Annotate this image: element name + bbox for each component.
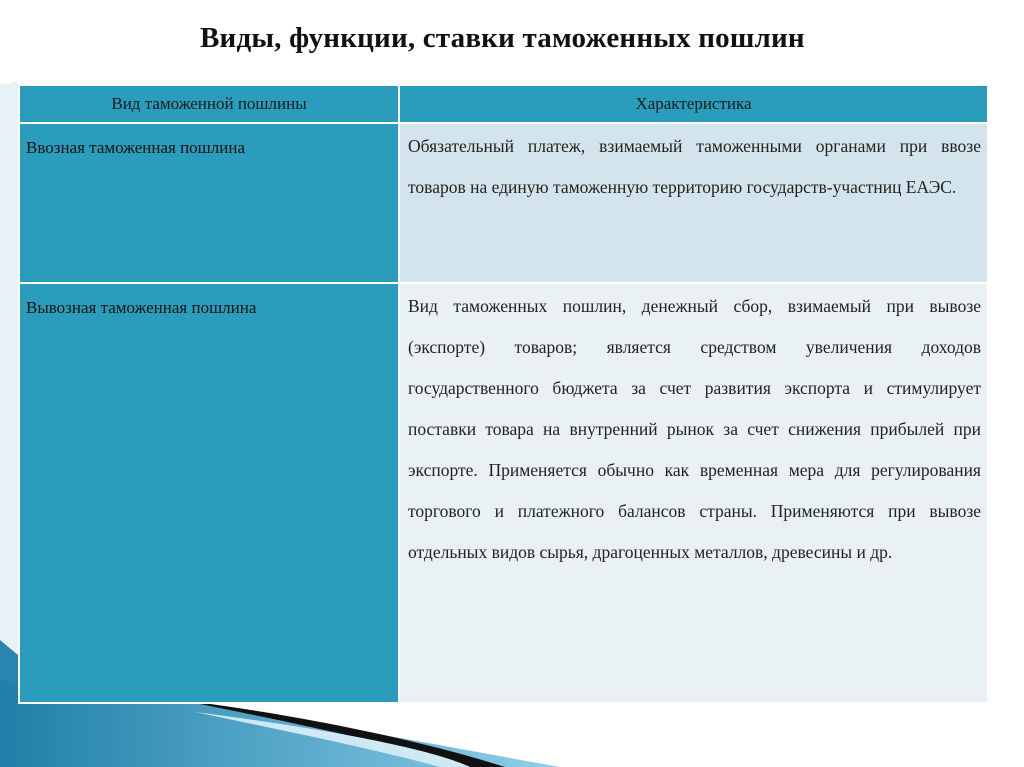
- table-row: [19, 283, 988, 703]
- header-characteristic: Характеристика: [399, 85, 988, 123]
- header-type: Вид таможенной пошлины: [19, 85, 399, 123]
- duties-table-container: [18, 84, 989, 704]
- cell-duty-type: Вывозная таможенная пошлина: [19, 283, 399, 703]
- table-row: [19, 123, 988, 283]
- cell-duty-description: Обязательный платеж, взимаемый таможенными органами при ввозе товаров на единую таможенную территорию государств-участниц ЕАЭС.: [399, 123, 988, 283]
- table-header-row: [19, 85, 988, 123]
- cell-duty-description: Вид таможенных пошлин, денежный сбор, взимаемый при вывозе (экспорте) товаров; является средством увеличения доходов государственного бюджета за счет развития экспорта и стимулирует поставки товара на внутренний рынок за счет снижения прибылей при экспорте. Применяется обычно как временная мера для регулирования торгового и платежного балансов страны. Применяются при вывозе отдельных видов сырья, драгоценных металлов, древесины и др.: [399, 283, 988, 703]
- cell-duty-type: Ввозная таможенная пошлина: [19, 123, 399, 283]
- duties-table: [18, 84, 989, 704]
- page-title: Виды, функции, ставки таможенных пошлин: [200, 22, 805, 54]
